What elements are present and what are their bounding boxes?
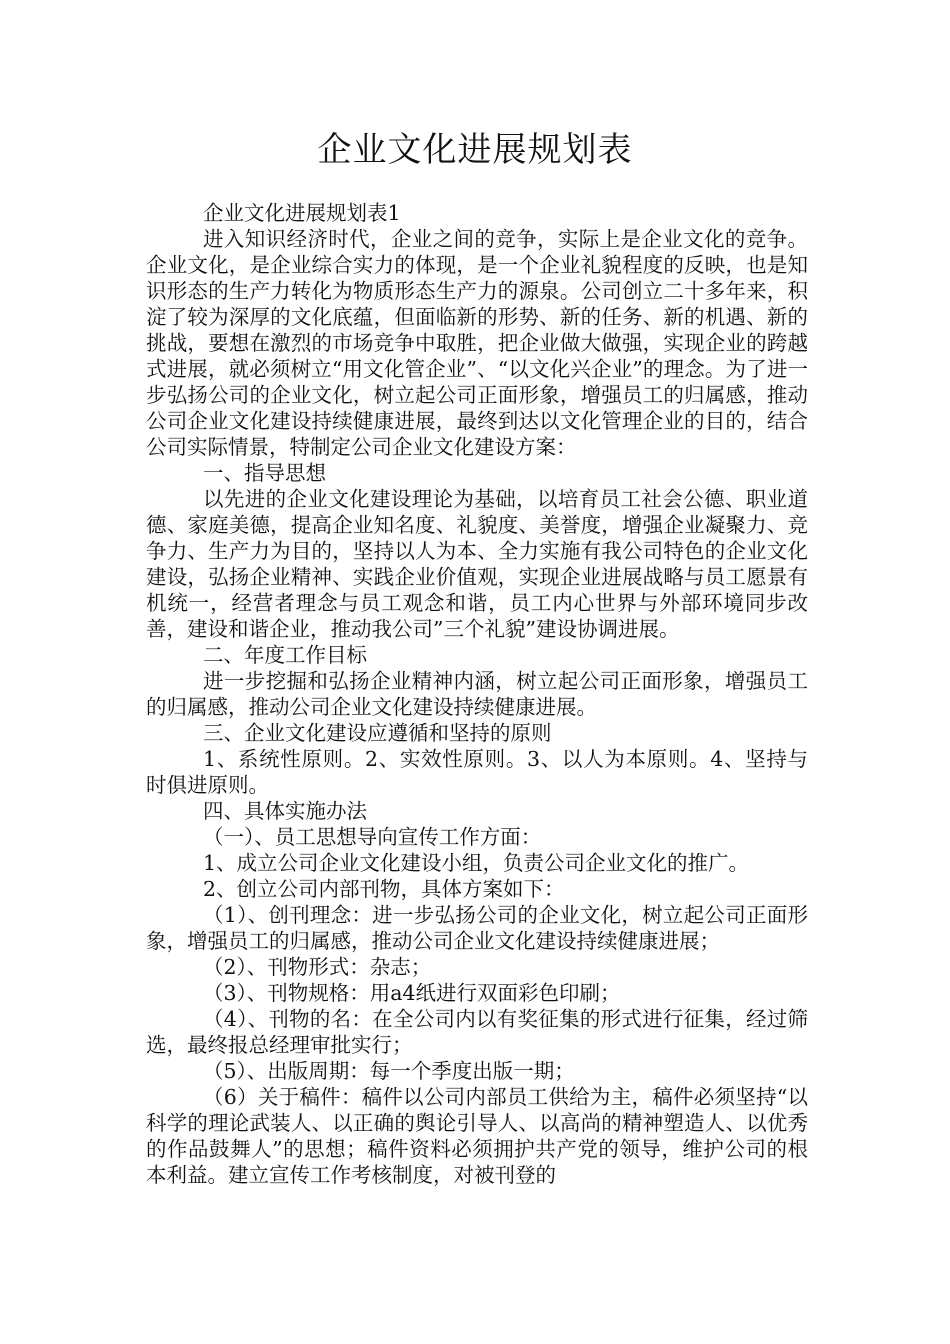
paragraph-guiding-ideology: 以先进的企业文化建设理论为基础，以培育员工社会公德、职业道德、家庭美德，提高企业知名度、礼貌度、美誉度，增强企业凝聚力、竞争力、生产力为目的，坚持以人为本、全力实施有我公司特色的企业文化建设，弘扬企业精神、实践企业价值观，实现企业进展战略与员工愿景有机统一，经营者理念与员工观念和谐，员工内心世界与外部环境同步改善，建设和谐企业，推动我公司”三个礼貌”建设协调进展。 — [146, 487, 808, 641]
list-item: 1、成立公司企业文化建设小组，负责公司企业文化的推广。 — [203, 851, 750, 875]
section-heading-guiding-ideology: 一、指导思想 — [203, 461, 326, 485]
document-body — [146, 200, 808, 1188]
list-item: （5）、出版周期：每一个季度出版一期； — [203, 1059, 575, 1083]
paragraph-intro: 进入知识经济时代，企业之间的竞争，实际上是企业文化的竞争。企业文化，是企业综合实力的体现，是一个企业礼貌程度的反映，也是知识形态的生产力转化为物质形态生产力的源泉。公司创立二十多年来，积淀了较为深厚的文化底蕴，但面临新的形势、新的任务、新的机遇、新的挑战，要想在激烈的市场竞争中取胜，把企业做大做强，实现企业的跨越式进展，就必须树立“用文化管企业”、“以文化兴企业”的理念。为了进一步弘扬公司的企业文化，树立起公司正面形象，增强员工的归属感，推动公司企业文化建设持续健康进展，最终到达以文化管理企业的目的，结合公司实际情景，特制定公司企业文化建设方案： — [146, 227, 808, 459]
list-item: （4）、刊物的名：在全公司内以有奖征集的形式进行征集，经过筛选，最终报总经理审批实行； — [146, 1007, 808, 1057]
paragraph-subtitle: 企业文化进展规划表1 — [203, 201, 401, 225]
document-title: 企业文化进展规划表 — [317, 130, 633, 170]
paragraph-annual-goals: 进一步挖掘和弘扬企业精神内涵，树立起公司正面形象，增强员工的归属感，推动公司企业文化建设持续健康进展。 — [146, 669, 808, 719]
list-item: 2、创立公司内部刊物，具体方案如下： — [203, 877, 565, 901]
section-heading-principles: 三、企业文化建设应遵循和坚持的原则 — [203, 721, 552, 745]
list-item: （6）关于稿件：稿件以公司内部员工供给为主，稿件必须坚持“以科学的理论武装人、以正确的舆论引导人、以高尚的精神塑造人、以优秀的作品鼓舞人”的思想；稿件资料必须拥护共产党的领导，维护公司的根本利益。建立宣传工作考核制度，对被刊登的 — [146, 1085, 808, 1187]
section-heading-implementation: 四、具体实施办法 — [203, 799, 367, 823]
subsection-heading-publicity: （一）、员工思想导向宣传工作方面： — [203, 825, 542, 849]
section-heading-annual-goals: 二、年度工作目标 — [203, 643, 367, 667]
paragraph-principles: 1、系统性原则。2、实效性原则。3、以人为本原则。4、坚持与时俱进原则。 — [146, 747, 808, 797]
list-item: （1）、创刊理念：进一步弘扬公司的企业文化，树立起公司正面形象，增强员工的归属感，推动公司企业文化建设持续健康进展； — [146, 903, 808, 953]
list-item: （3）、刊物规格：用a4纸进行双面彩色印刷； — [203, 981, 621, 1005]
list-item: （2）、刊物形式：杂志； — [203, 955, 432, 979]
